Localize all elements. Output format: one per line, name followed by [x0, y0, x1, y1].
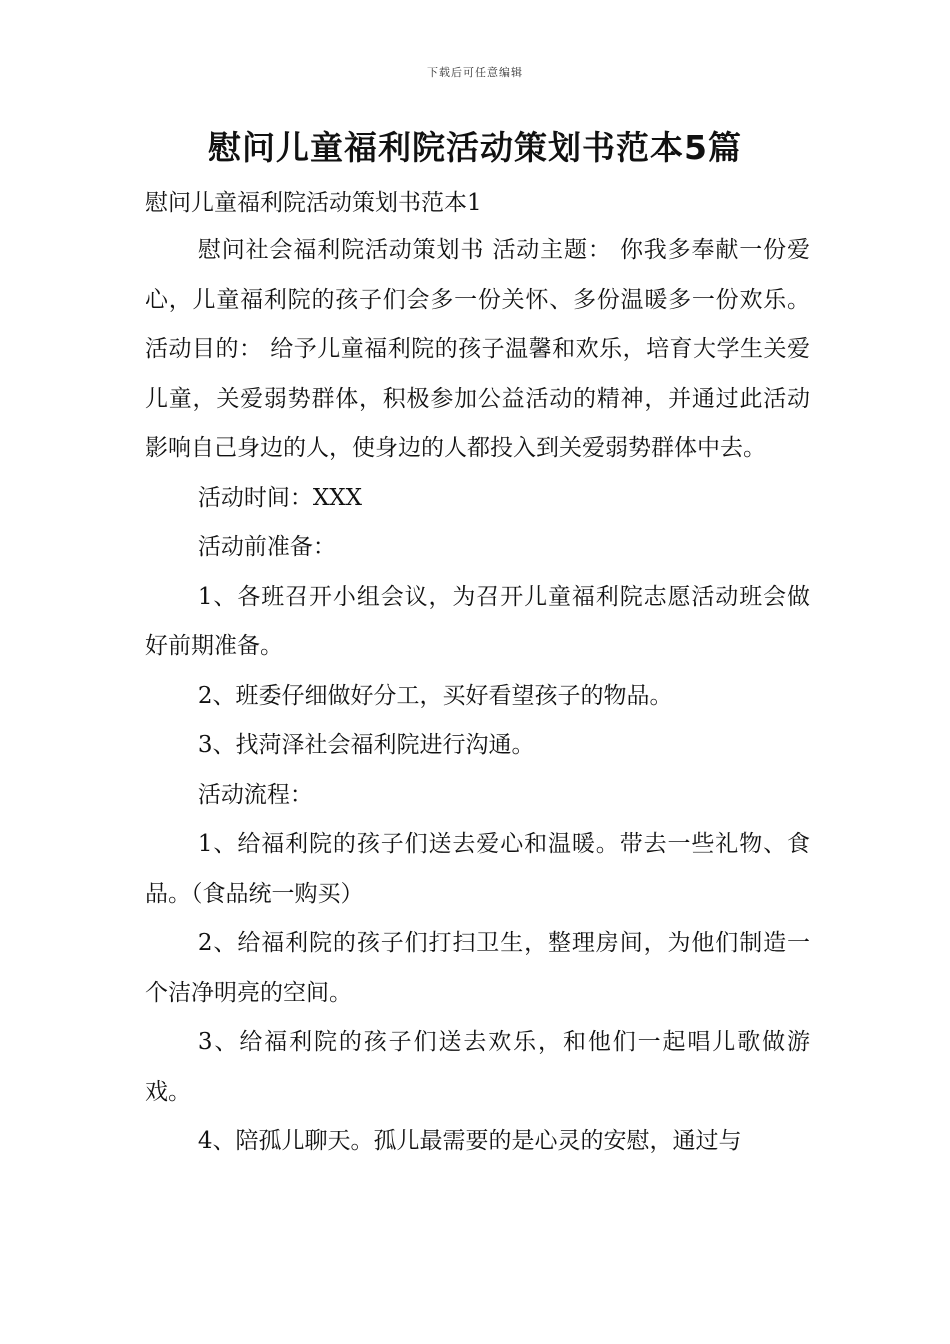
paragraph-process-2: 2、给福利院的孩子们打扫卫生，整理房间，为他们制造一个洁净明亮的空间。 — [145, 930, 810, 1006]
paragraph-preparation-heading: 活动前准备： — [197, 534, 336, 560]
paragraph-preparation-3: 3、找菏泽社会福利院进行沟通。 — [197, 732, 535, 758]
document-title: 慰问儿童福利院活动策划书范本5篇 — [208, 128, 742, 167]
paragraph-process-1: 1、给福利院的孩子们送去爱心和温暖。带去一些礼物、食品。（食品统一购买） — [145, 831, 810, 907]
paragraph-intro: 慰问社会福利院活动策划书 活动主题： 你我多奉献一份爱心，儿童福利院的孩子们会多一份关怀、多份温暖多一份欢乐。 活动目的： 给予儿童福利院的孩子温馨和欢乐，培育大学生关爱儿童，关爱弱势群体，积极参加公益活动的精神，并通过此活动影响自己身边的人，使身边的人都投入到关爱弱势群体中去。 — [145, 237, 810, 461]
paragraph-preparation-2: 2、班委仔细做好分工，买好看望孩子的物品。 — [197, 682, 673, 709]
document-body — [145, 226, 810, 1167]
paragraph-process-3: 3、给福利院的孩子们送去欢乐，和他们一起唱儿歌做游戏。 — [145, 1029, 810, 1105]
paragraph-activity-time: 活动时间：XXX — [197, 484, 363, 511]
paragraph-preparation-1: 1、各班召开小组会议，为召开儿童福利院志愿活动班会做好前期准备。 — [145, 583, 810, 659]
paragraph-process-heading: 活动流程： — [197, 781, 313, 808]
section-subtitle: 慰问儿童福利院活动策划书范本1 — [145, 190, 482, 216]
paragraph-process-4: 4、陪孤儿聊天。孤儿最需要的是心灵的安慰，通过与 — [197, 1128, 742, 1154]
header-note: 下载后可任意编辑 — [427, 66, 523, 79]
